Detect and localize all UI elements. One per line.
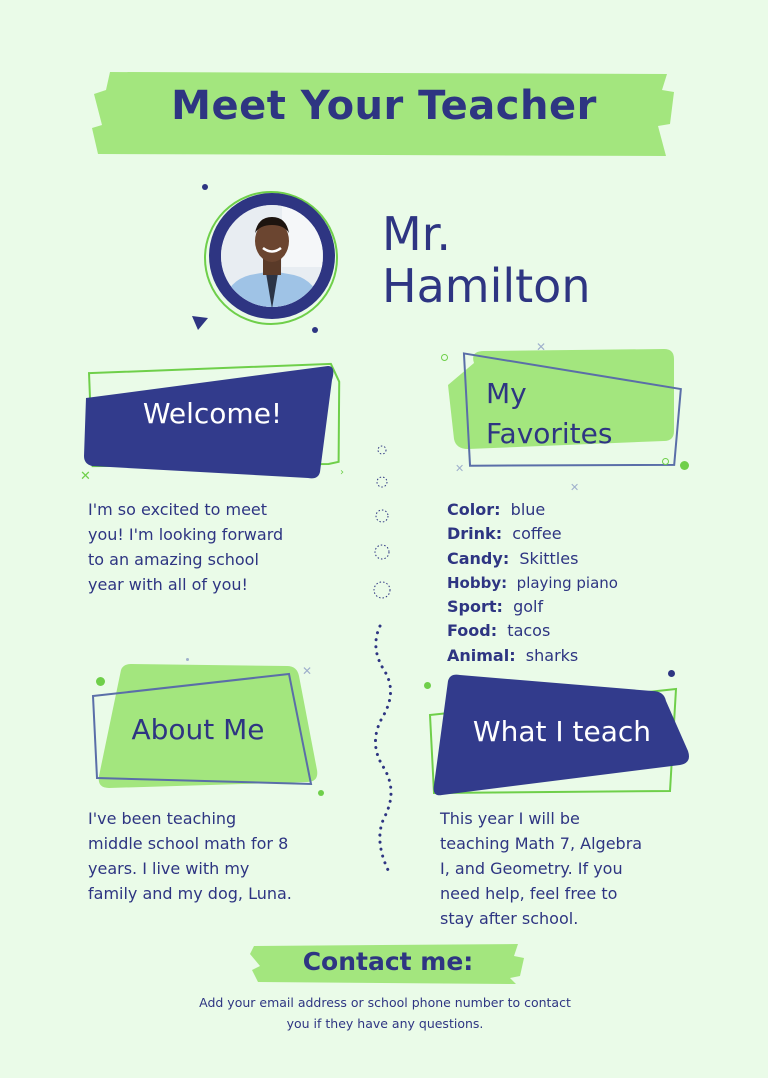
welcome-line: you! I'm looking forward: [88, 525, 284, 544]
favorite-value: golf: [513, 597, 544, 617]
dot-decoration: [96, 677, 105, 686]
favorite-label: Food:: [447, 621, 498, 641]
welcome-heading: Welcome!: [142, 397, 283, 430]
page-title: Meet Your Teacher: [171, 83, 597, 129]
teach-line: stay after school.: [440, 909, 579, 928]
contact-note-line2: you if they have any questions.: [286, 1016, 484, 1031]
dot-decoration: [186, 658, 189, 661]
dot-decoration: [662, 458, 669, 465]
teach-heading: What I teach: [472, 715, 652, 748]
favorites-heading-line2: Favorites: [486, 417, 613, 450]
favorite-item: [447, 522, 618, 546]
contact-note-line1: Add your email address or school phone number to contact: [199, 995, 571, 1010]
welcome-line: I'm so excited to meet: [88, 500, 268, 519]
teach-text: [440, 806, 642, 931]
teach-line: need help, feel free to: [440, 884, 618, 903]
favorite-label: Sport:: [447, 597, 503, 617]
favorite-value: Skittles: [519, 548, 579, 568]
sparkle-icon: ✕: [570, 481, 580, 494]
favorites-heading: [486, 374, 612, 454]
favorite-label: Animal:: [447, 645, 516, 665]
teacher-name: [382, 208, 590, 312]
dot-decoration: [441, 354, 448, 361]
favorite-value: blue: [510, 500, 546, 519]
favorite-item: [447, 547, 618, 571]
welcome-line: year with all of you!: [88, 575, 248, 594]
favorites-heading-line1: My: [486, 377, 527, 410]
favorite-value: playing piano: [516, 573, 618, 592]
about-line: family and my dog, Luna.: [88, 884, 292, 903]
sparkle-icon: ✕: [302, 664, 313, 678]
favorite-label: Candy:: [447, 548, 510, 568]
favorites-list: [447, 498, 618, 668]
teach-line: This year I will be: [440, 809, 580, 828]
welcome-line: to an amazing school: [88, 550, 259, 569]
dot-decoration: [318, 790, 324, 796]
dot-decoration: [680, 461, 689, 470]
favorite-item: [447, 619, 618, 643]
sparkle-icon: ✕: [455, 462, 465, 475]
about-text: [88, 806, 292, 906]
welcome-text: [88, 497, 283, 597]
teacher-name-line1: Mr.: [382, 207, 451, 261]
sparkle-icon: ✕: [80, 469, 91, 484]
sparkle-icon: ›: [340, 467, 344, 478]
teacher-name-line2: Hamilton: [382, 259, 591, 313]
favorite-label: Hobby:: [447, 573, 508, 592]
contact-note: [150, 992, 620, 1034]
about-line: middle school math for 8: [88, 834, 289, 853]
favorite-item: [447, 595, 618, 619]
dot-decoration: [668, 670, 675, 677]
teach-line: teaching Math 7, Algebra: [440, 834, 643, 853]
favorite-label: Color:: [447, 500, 501, 519]
about-line: I've been teaching: [88, 809, 237, 828]
about-line: years. I live with my: [88, 859, 250, 878]
favorite-value: tacos: [507, 621, 551, 641]
dot-decoration: [424, 682, 431, 689]
contact-heading: Contact me:: [302, 947, 474, 976]
favorite-item: [447, 571, 618, 595]
avatar: [200, 185, 350, 330]
sparkle-icon: ✕: [536, 340, 547, 354]
about-heading: About Me: [131, 713, 265, 746]
favorite-value: sharks: [525, 645, 579, 665]
favorite-value: coffee: [512, 524, 562, 544]
dotted-divider: [366, 438, 402, 878]
favorite-label: Drink:: [447, 524, 503, 544]
teach-line: I, and Geometry. If you: [440, 859, 623, 878]
favorite-item: [447, 498, 618, 522]
